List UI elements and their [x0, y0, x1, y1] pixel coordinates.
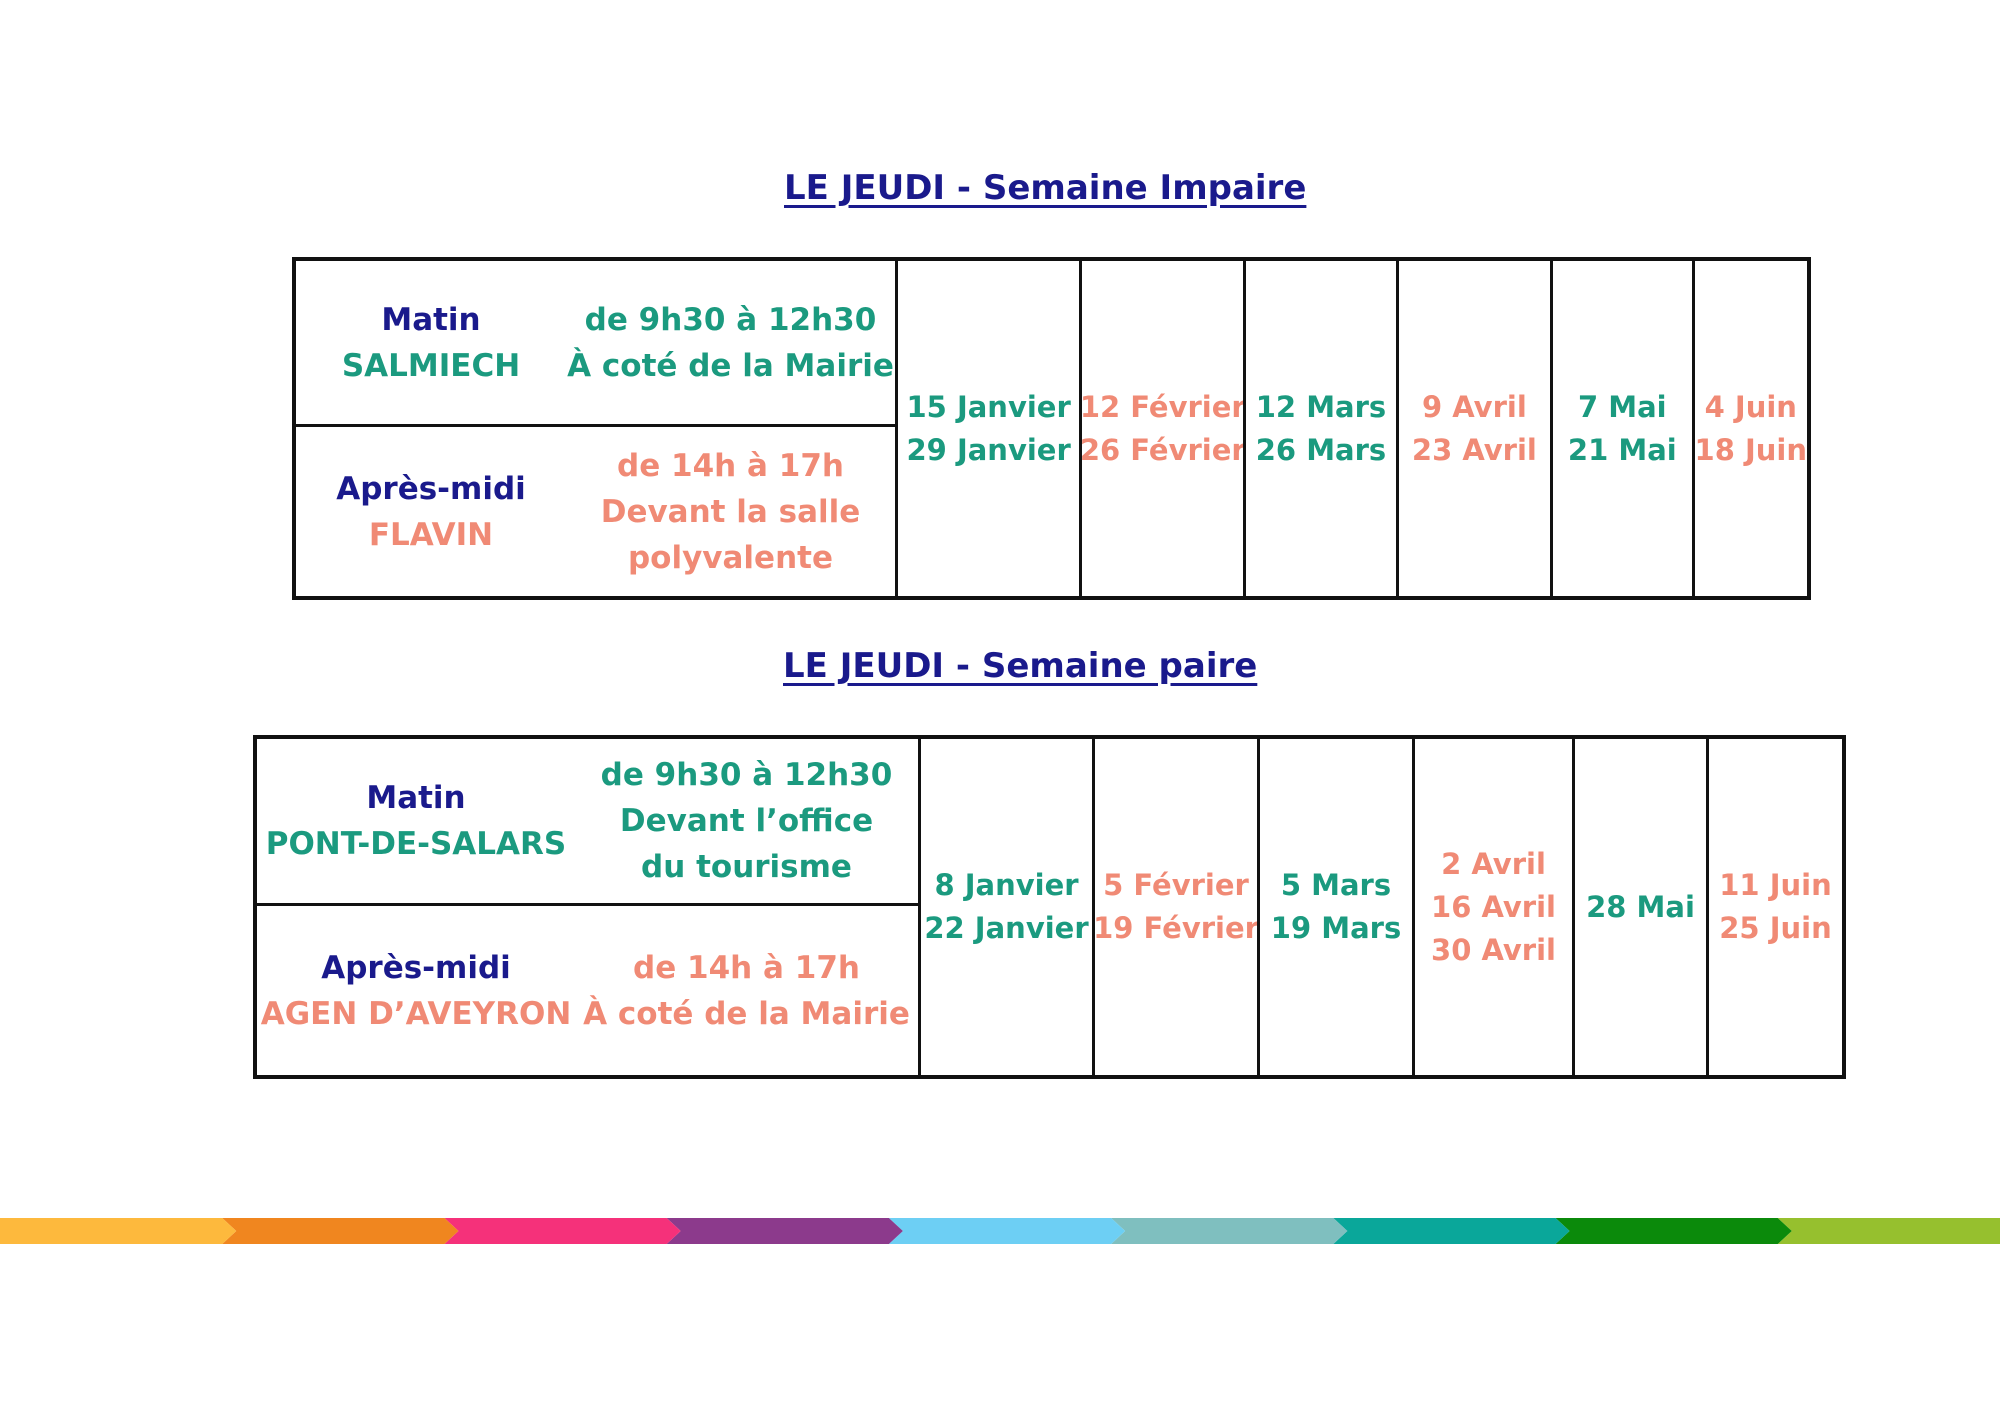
date-cell-fevrier: [1092, 739, 1257, 1075]
band-segment: [444, 1218, 680, 1244]
date-cell-janvier: [918, 739, 1092, 1075]
morning-row: [257, 739, 918, 906]
location-line: polyvalente: [627, 539, 833, 576]
band-segment: [1111, 1218, 1347, 1244]
date-line: 30 Avril: [1431, 932, 1556, 967]
location-line: À coté de la Mairie: [567, 347, 894, 384]
place-label: SALMIECH: [341, 347, 521, 384]
time-slots: [296, 261, 895, 596]
date-line: 16 Avril: [1431, 889, 1556, 924]
hours-label: de 14h à 17h: [617, 447, 844, 484]
date-line: 11 Juin: [1719, 868, 1832, 902]
band-segment: [1333, 1218, 1569, 1244]
date-cell-avril: [1412, 739, 1572, 1075]
section-title-paire: LE JEUDI - Semaine paire: [783, 646, 1258, 686]
place-label: FLAVIN: [368, 516, 494, 553]
morning-period: [257, 739, 575, 903]
date-line: 12 Mars: [1255, 389, 1387, 424]
date-line: 28 Mai: [1586, 889, 1695, 924]
morning-row: [296, 261, 895, 427]
date-cell-juin: [1706, 739, 1842, 1075]
afternoon-period: [296, 427, 566, 596]
location-line: À coté de la Mairie: [583, 995, 910, 1032]
band-segment: [222, 1218, 458, 1244]
date-cell-avril: [1396, 261, 1550, 596]
afternoon-details: [575, 906, 918, 1075]
date-line: 19 Mars: [1270, 911, 1402, 945]
date-cell-mars: [1257, 739, 1412, 1075]
band-segment: [0, 1218, 236, 1244]
date-cell-juin: [1692, 261, 1807, 596]
band-segment: [667, 1218, 903, 1244]
date-line: 15 Janvier: [906, 389, 1071, 424]
period-label: Après-midi: [321, 949, 511, 986]
band-segment: [889, 1218, 1125, 1244]
time-slots: [257, 739, 918, 1075]
date-line: 12 Février: [1079, 389, 1246, 424]
date-line: 7 Mai: [1577, 389, 1667, 424]
date-line: 29 Janvier: [906, 432, 1071, 467]
afternoon-row: [257, 906, 918, 1075]
location-line: du tourisme: [641, 849, 852, 885]
date-line: 18 Juin: [1694, 432, 1808, 467]
date-line: 5 Février: [1103, 868, 1249, 902]
date-cell-mai: [1550, 261, 1691, 596]
period-label: Matin: [381, 301, 481, 338]
date-line: 22 Janvier: [924, 911, 1089, 945]
decorative-color-band: [0, 1218, 2000, 1244]
date-line: 4 Juin: [1704, 389, 1797, 424]
band-segment: [1778, 1218, 2000, 1244]
date-line: 26 Février: [1079, 432, 1246, 467]
date-line: 8 Janvier: [934, 868, 1079, 902]
date-line: 2 Avril: [1441, 846, 1546, 881]
afternoon-row: [296, 427, 895, 596]
afternoon-period: [257, 906, 575, 1075]
period-label: Après-midi: [336, 470, 526, 507]
hours-label: de 14h à 17h: [633, 949, 860, 986]
location-line: Devant l’office: [619, 803, 874, 839]
morning-details: [575, 739, 918, 903]
date-cell-janvier: [895, 261, 1079, 596]
place-label: AGEN D’AVEYRON: [260, 995, 572, 1032]
date-line: 9 Avril: [1421, 389, 1527, 424]
date-line: 21 Mai: [1567, 432, 1677, 467]
location-line: Devant la salle: [600, 493, 861, 530]
hours-label: de 9h30 à 12h30: [584, 301, 877, 338]
morning-details: [566, 261, 895, 424]
date-cell-fevrier: [1079, 261, 1246, 596]
schedule-table-impaire: [292, 257, 1811, 600]
section-title-impaire: LE JEUDI - Semaine Impaire: [784, 168, 1307, 208]
date-line: 26 Mars: [1255, 432, 1387, 467]
date-cell-mars: [1243, 261, 1395, 596]
date-line: 25 Juin: [1719, 911, 1832, 945]
date-line: 23 Avril: [1411, 432, 1537, 467]
afternoon-details: [566, 427, 895, 596]
schedule-table-paire: [253, 735, 1846, 1079]
date-line: 19 Février: [1093, 911, 1259, 945]
date-line: 5 Mars: [1280, 868, 1392, 902]
date-cell-mai: [1572, 739, 1706, 1075]
band-segment: [1556, 1218, 1792, 1244]
place-label: PONT-DE-SALARS: [265, 826, 567, 862]
morning-period: [296, 261, 566, 424]
hours-label: de 9h30 à 12h30: [600, 757, 893, 793]
period-label: Matin: [366, 780, 466, 816]
